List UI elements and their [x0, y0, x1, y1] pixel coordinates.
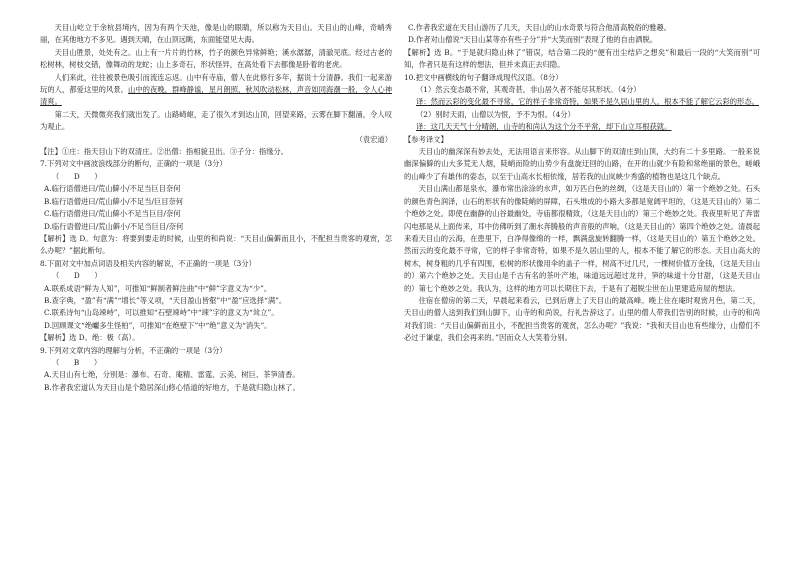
- question-8: 8.下面对文中加点词语及相关内容的解说，不正确的一项是（3分）: [40, 258, 256, 268]
- question-9-option-b: B.作者我宏道认为天目山是个隐居深山修心悟道的好地方，于是就归隐山林了。: [44, 382, 300, 392]
- question-7: 7.下列对文中画波浪线部分的断句，正确的一项是（3分）: [40, 159, 227, 169]
- translation-paragraph-3: 住宿在僧房的第二天，早晨起来看云，已到后唐上了天目山的最高峰。晚上住在庵时观赏月色，第二天，天目山的僧人送到我们到山脚下，山寺的和尚说，行礼告辞这了。山里的僧人带我们告别的时候，山寺的和尚对我们说：“天目山偏僻而且小，不配担当贵客的观赏，怎么办呢？”我说：“我和天目山也有些缘分，山僧们不必过于谦虚，我们会再来的。”因而众人大笑着分别。: [404, 295, 760, 343]
- question-9-answer: （ B ）: [52, 357, 102, 367]
- question-7-option-b: B.临行语僧进曰/荒山僻小/不足当/巨目奈何: [44, 196, 184, 206]
- question-8-answer: （ D ）: [52, 271, 102, 281]
- translation-heading: 【参考译文】: [404, 134, 448, 144]
- left-column: [40, 22, 392, 394]
- question-10-2-answer: 译：这几天天气十分晴朗，山寺的和尚认为这个分不平常，却下山立耳根获就。: [416, 122, 672, 132]
- question-10-1-answer: 译：然而云彩的变化最不寻常，它的样子非常奇特，如果不是久居山里的人，根本不能了解它云彩的形态。: [416, 97, 759, 107]
- question-9-option-a: A.天目山有七绝，分别是：瀑布、石奇、庵精、雷霆、云美、树巨、茶笋清香。: [44, 370, 300, 380]
- question-8-option-d: D.回顾课文“绝巘多生怪柏”，可推知“在绝壁下”中“绝”意义为“消失”。: [44, 320, 272, 330]
- passage-paragraph-2: 天目山胜景，处处有之。山上有一片片的竹林，竹子的颜色异常鲜艳；溪水潺潺，清澈见底。经过古老的松树林，树枝交错，像舞动的龙蛇；山上多奇石，形状怪异，在高处看下去都像是卧着的老虎。: [40, 47, 392, 70]
- right-column: [404, 22, 760, 345]
- translation-paragraph-2: 天目山满山都是泉水，瀑布常出涂涂的水声，如万匹白色的丝绸，（这是天目山的）第一个绝妙之处。石头的颜色青色润泽，山石的形状有的像陡峭的屏障，石头堆成的小路大多都是宽阔平坦的，（这是天目山的）第二个绝妙之处。即使在幽静的山谷最幽处，寺庙都很精致，（这是天目山的）第三个绝妙之处。我夜里听见了奔雷闪电那是从上面传来，耳中仿佛听到了潮水奔腾般的声音般的声响，（这是天目山的）第四个绝妙之处。清晨起来看天目山的云海，在患里下，白净得像绵的一样，飘满盘旋转翻腾一样，（这是天目山的）第五个绝妙之处。然而云的变化最不寻常，它的样子非常奇特，如果不是久居山里的人，根本不能了解它的形态。天目山高大的树木，树身粗的几乎有四围，松树的形状像用伞的盖子一样，树高不过几尺，一棵树价值万金钱，（这是天目山的）第六个绝妙之处。天目山是千古有名的茶叶产地，味道远远超过龙井，笋的味道十分甘甜，（这是天目山的）第七个绝妙之处。我认为，这样的地方可以长期住下去，于是有了超脱尘世在山里建造房屋的想法。: [404, 184, 760, 293]
- passage-paragraph-3-text: 人们来此，往往被景色吸引而流连忘返。山中有寺庙，僧人在此修行多年，据说十分清静。我们一起来游玩的人，都爱这里的风景。: [40, 72, 392, 95]
- passage-paragraph-4: 第二天，天微微亮我们就出发了。山路崎岖，走了很久才到达山顶，回望来路，云雾在脚下翻涌，令人叹为观止。: [40, 109, 392, 132]
- passage-paragraph-3: [40, 72, 392, 109]
- passage-paragraph-1: 天目山屹立于余杭县境内，因为有两个天池，像是山的眼睛，所以称为天目山。天目山的山峰，奇峭秀丽，在其他地方不多见。遇到天晴，在山顶远眺，东面能望见大海。: [40, 23, 392, 45]
- question-9-option-c: C.作者我宏道在天目山游历了几天，天目山的山水奇景与符合他清高脱俗的雅趣。: [408, 23, 672, 32]
- question-7-explanation: 【解析】选 D。句意为：将要到要走的时候，山里的和尚说：“天目山偏僻而且小，不配担当贵客的观赏，怎么办呢？”据此断句。: [40, 233, 392, 256]
- question-8-explanation: 【解析】选 D。绝：极（高）。: [40, 333, 140, 343]
- question-9-option-d: D.作者对山僧说“天目山某等亦有些子分”并“大笑而别”表现了他的自由洒脱。: [408, 35, 658, 45]
- note: 【注】①庄：指天目山下的双清庄。②出僧：指相貌丑出。③子分：指缘分。: [40, 147, 289, 157]
- question-10-2: （2）别时天雨，山僧以为恨，予不为恨。（4分）: [416, 109, 575, 119]
- question-8-option-a: A.联系成语“鲜为人知”，可推知“鲜制者鲜注曲”中“鲜”字意义为“少”。: [44, 283, 272, 293]
- passage-source: （袁宏道）: [355, 134, 392, 144]
- translation-paragraph-1: 天目山的幽深深有妙去处，无法用语言来形容。从山脚下的双清庄到山顶，大约有二十多里路。一般来说幽深偏僻的山大多荒无人烟，陡峭而险的山势少有盘旋迂回的山路，在开的山就少有险和常绝丽的景色，嵯峨的山峰少了有雄伟的姿态，以至于山高水长相依缘，居若我的山岚峡少秀盛的植物也是这几个缺点。: [404, 147, 760, 181]
- question-7-option-d: D.临行语僧进曰/荒山僻小/不足当巨目/奈何: [44, 221, 184, 231]
- question-9: 9.下列对文章内容的理解与分析，不正确的一项是（3分）: [40, 345, 227, 355]
- question-10-1: （1）然云变态最不常，其观奇甚，非山居久者不能尽其形状。（4分）: [416, 85, 641, 95]
- question-10: 10.把文中画横线的句子翻译成现代汉语。（8分）: [404, 72, 563, 82]
- question-7-option-a: A.临行语僧进曰/荒山僻小/不足当巨目奈何: [44, 184, 181, 194]
- question-8-option-c: C.联系诗句“山岛竦峙”，可以推知“石壁竦峙”中“竦”字的意义为“耸立”。: [44, 308, 279, 318]
- passage-underlined-sentence: 山中的夜晚，群峰静谧，星月朗照，秋风吹动松林，声音如同海潮一般，令人心神清爽。: [40, 85, 393, 107]
- question-7-option-c: C.临行语僧进曰/荒山僻小不足当巨目/奈何: [44, 209, 181, 219]
- question-7-answer: （ D ）: [52, 171, 102, 181]
- question-9-explanation: 【解析】选 B。“于是就归隐山林了”错误，结合第二段的“便有出尘结庐之想矣”和最后一段的“大笑而别”可知，作者只是有这样的想法，但并未真正去归隐。: [404, 47, 760, 70]
- question-8-option-b: B.查字典，“盈”有“满”“增长”等义项，“天目盈山皆壑”中“盈”应选择“满”。: [44, 295, 287, 305]
